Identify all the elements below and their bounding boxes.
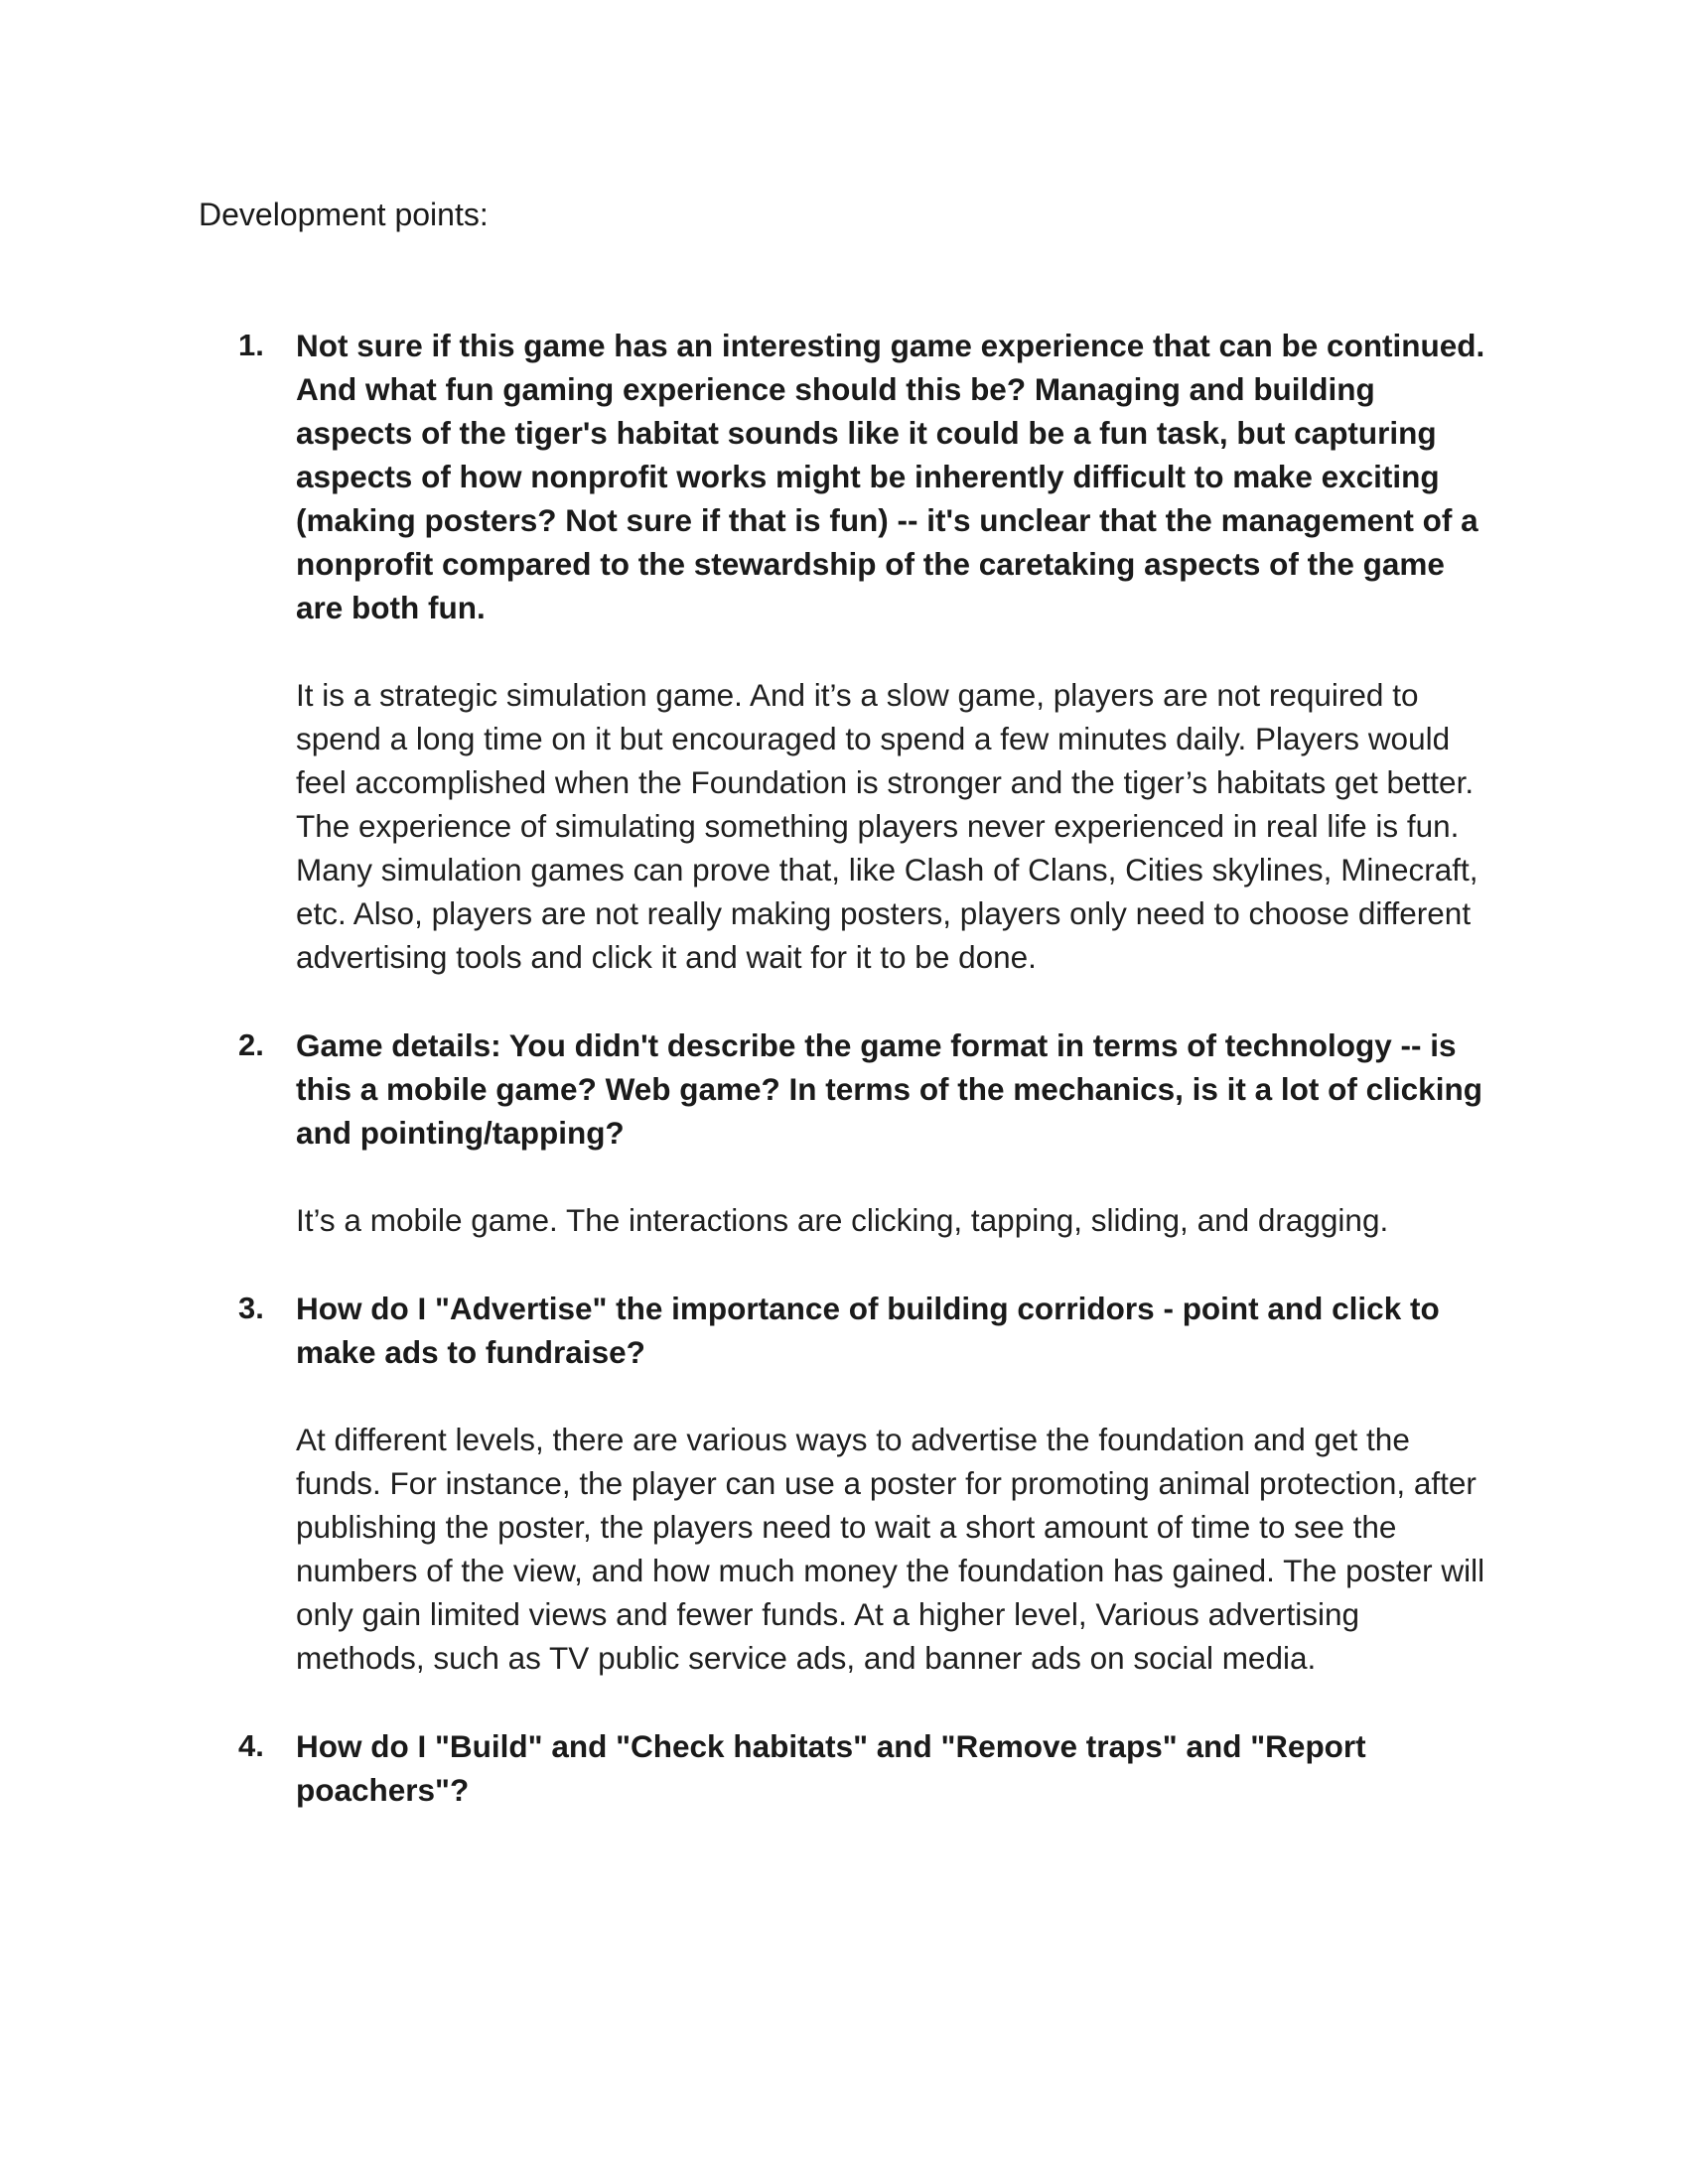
point-answer: It’s a mobile game. The interactions are clicking, tapping, sliding, and dragging. (296, 1202, 1389, 1238)
point-question: How do I "Advertise" the importance of building corridors - point and click to make ads to fundraise? (296, 1291, 1440, 1370)
list-item (238, 1024, 1489, 1242)
point-number: 2. (238, 1027, 264, 1062)
list-item (238, 1287, 1489, 1680)
list-item (238, 1724, 1489, 1812)
point-answer: At different levels, there are various ways to advertise the foundation and get the funds. For instance, the player can use a poster for promoting animal protection, after publishing the poster, the players need to wait a short amount of time to see the numbers of the view, and how much money the foundation has gained. The poster will only gain limited views and fewer funds. At a higher level, Various advertising methods, such as TV public service ads, and banner ads on social media. (296, 1422, 1485, 1676)
point-question: How do I "Build" and "Check habitats" and "Remove traps" and "Report poachers"? (296, 1728, 1366, 1808)
point-number: 4. (238, 1728, 264, 1763)
point-number: 3. (238, 1291, 264, 1325)
point-number: 1. (238, 328, 264, 362)
point-question: Game details: You didn't describe the game format in terms of technology -- is this a mobile game? Web game? In terms of the mechanics, is it a lot of clicking and pointing/tapping? (296, 1027, 1482, 1151)
point-answer: It is a strategic simulation game. And it’s a slow game, players are not required to spend a long time on it but encouraged to spend a few minutes daily. Players would feel accomplished when the Foundation is stronger and the tiger’s habitats get better. The experience of simulating something players never experienced in real life is fun. Many simulation games can prove that, like Clash of Clans, Cities skylines, Minecraft, etc. Also, players are not really making posters, players only need to choose different advertising tools and click it and wait for it to be done. (296, 677, 1478, 975)
list-item (238, 324, 1489, 979)
document-heading: Development points: (199, 197, 489, 232)
development-points-list (238, 324, 1489, 1856)
point-question: Not sure if this game has an interesting game experience that can be continued. And what fun gaming experience should this be? Managing and building aspects of the tiger's habitat sounds like it could be a fun task, but capturing aspects of how nonprofit works might be inherently difficult to make exciting (making posters? Not sure if that is fun) -- it's unclear that the management of a nonprofit compared to the stewardship of the caretaking aspects of the game are both fun. (296, 328, 1485, 625)
